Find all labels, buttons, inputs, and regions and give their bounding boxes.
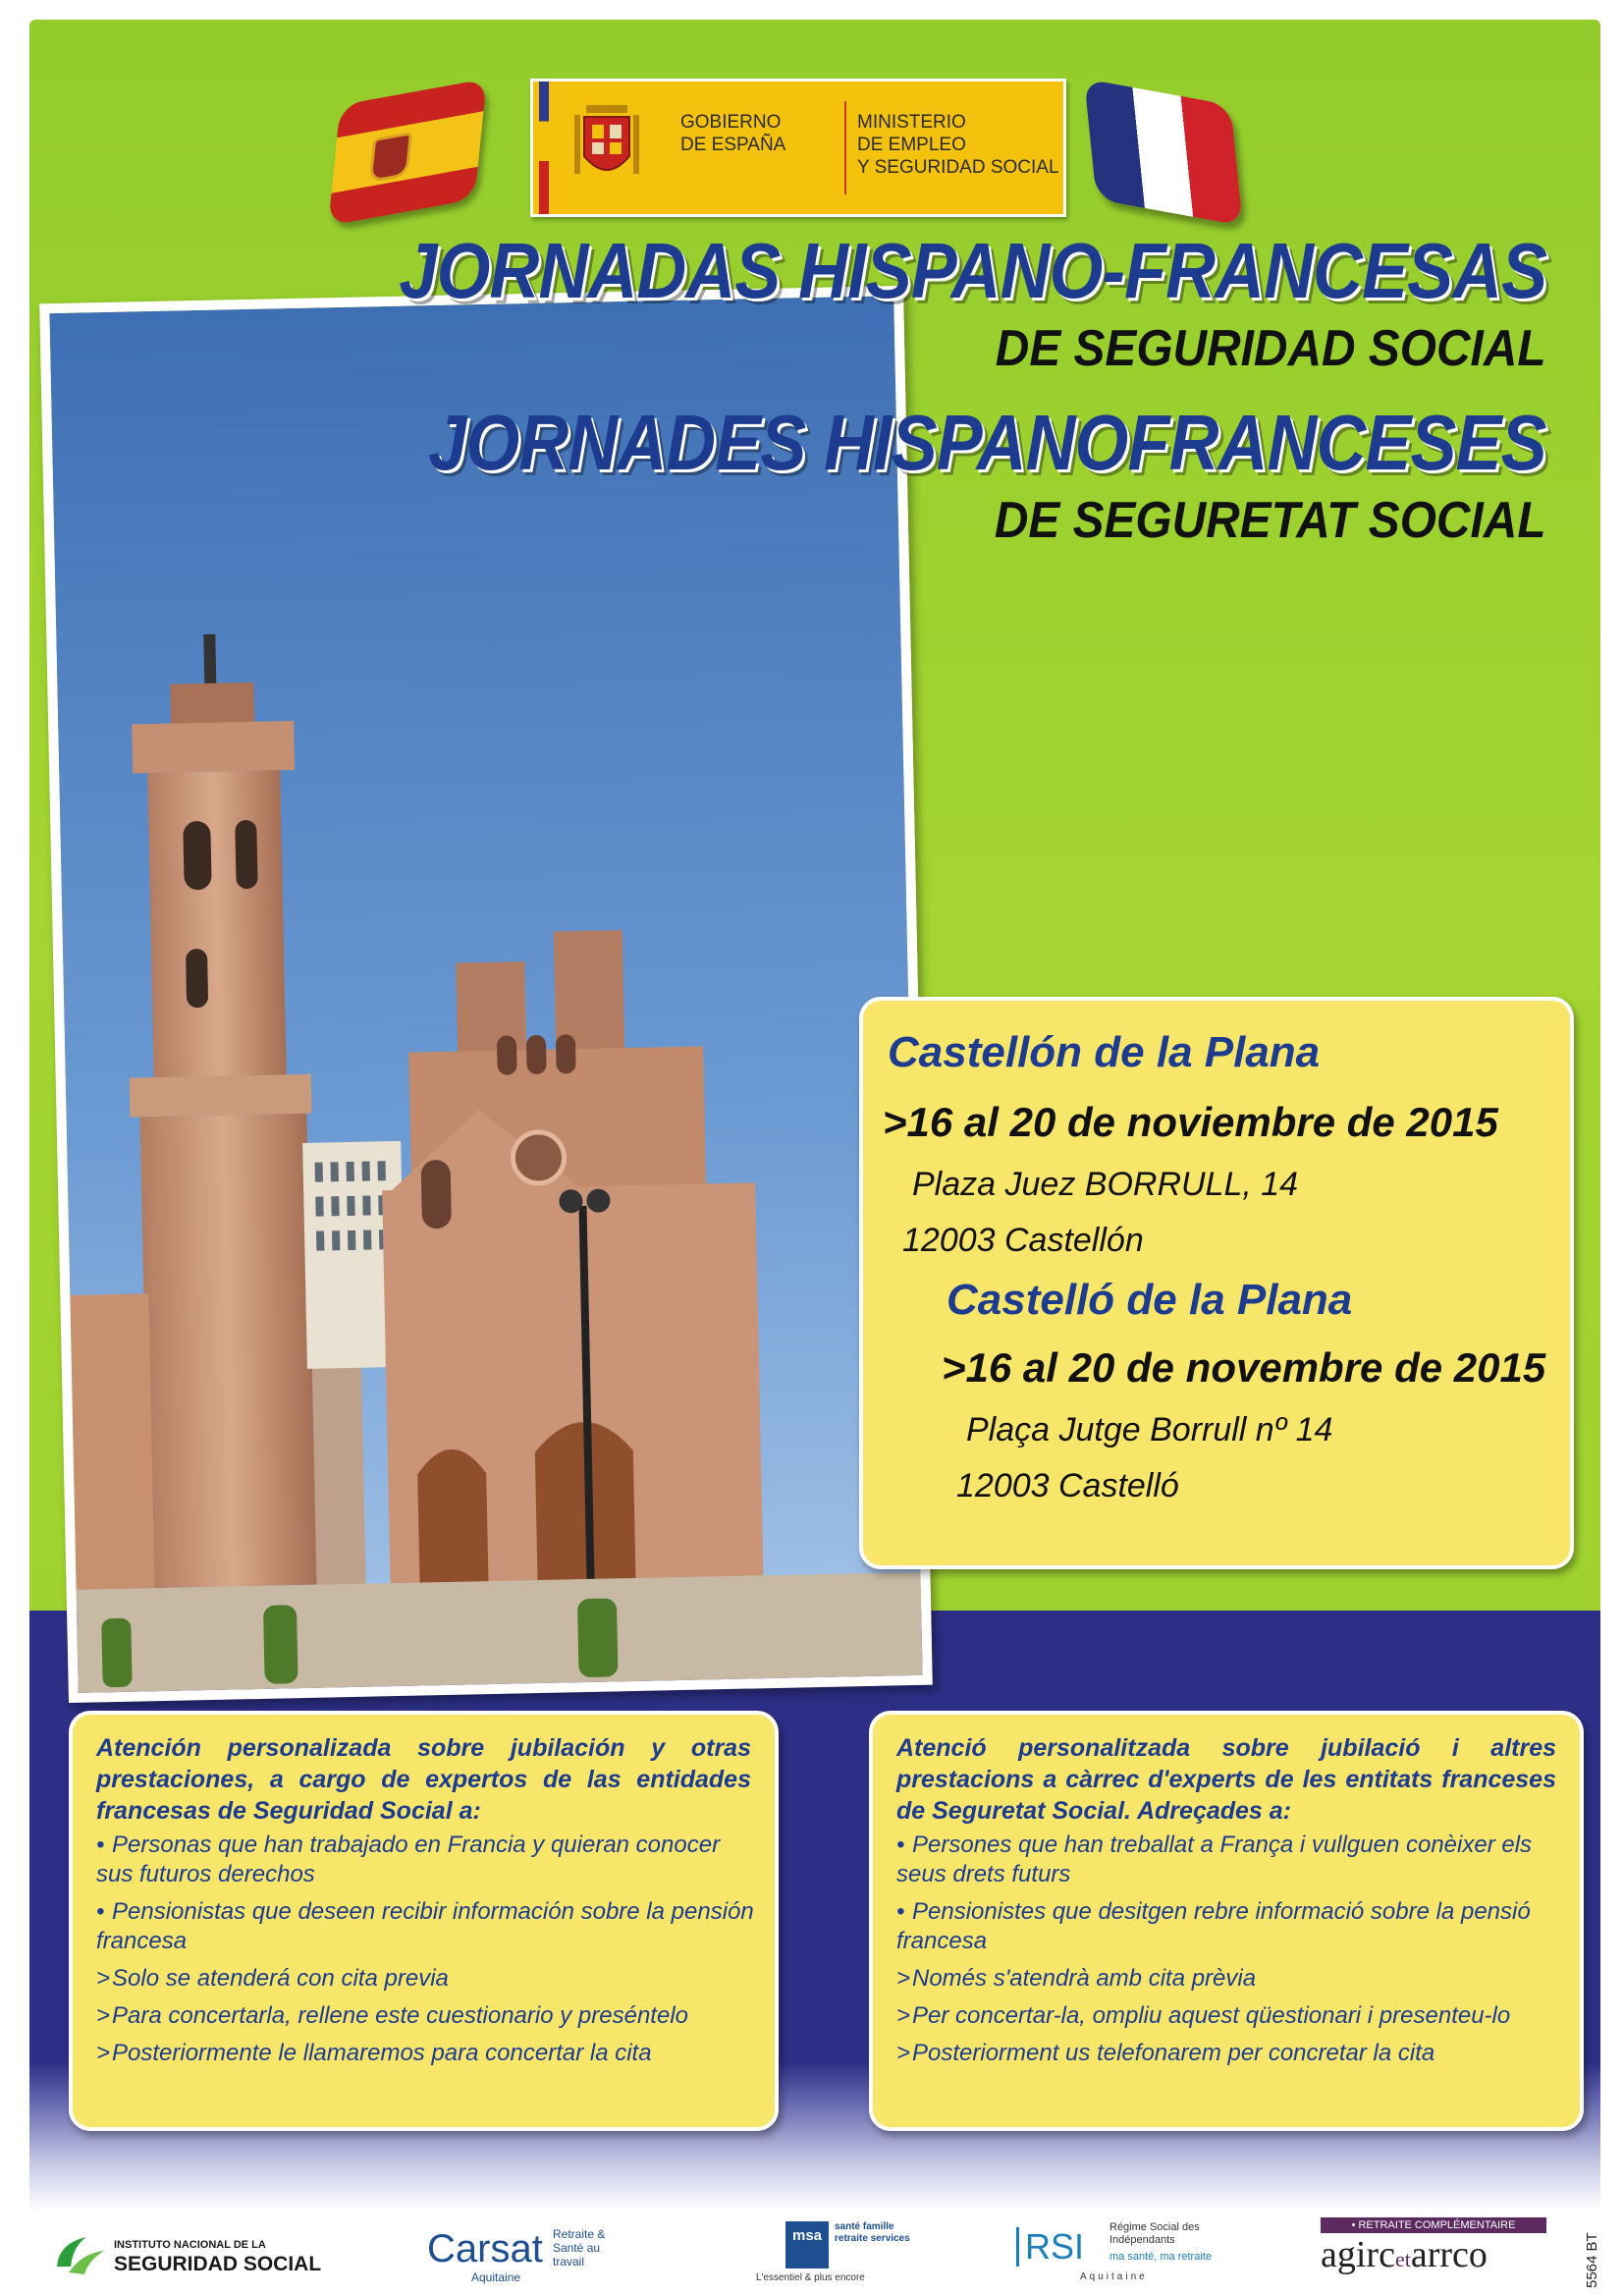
inss-line1: INSTITUTO NACIONAL DE LA [114,2239,266,2251]
venue-date-es: >16 al 20 de noviembre de 2015 [883,1099,1498,1145]
list-item: >Posteriormente le llamaremos para concertar la cita [96,2040,652,2066]
title-ca: JORNADES HISPANOFRANCESES [428,399,1546,486]
gobierno-logo [530,79,1066,217]
rsi-slogan: ma santé, ma retraite [1109,2251,1212,2263]
msa-tag: santé famille retraite services [835,2221,910,2244]
title-es: JORNADAS HISPANO-FRANCESAS [399,227,1546,314]
agirc-banner: • RETRAITE COMPLÉMENTAIRE [1321,2217,1546,2233]
info-intro-ca: Atenció personalitzada sobre jubilació i altres prestacions a càrrec d'experts de les entitats franceses de Seguretat Social. Adreçades a: [896,1734,1556,1825]
list-item: >Per concertar-la, ompliu aquest qüestionari i presenteu-lo [896,2002,1511,2029]
info-list-ca [873,1831,1580,2068]
agirc-text: agirc [1321,2234,1395,2275]
castellon-photo [39,286,933,1703]
spain-flag-icon [328,79,487,226]
inss-logo [49,2217,344,2288]
rsi-name: RSI [1016,2227,1084,2267]
list-item: >Posteriorment us telefonarem per concretar la cita [896,2040,1435,2066]
venue-date-ca: >16 al 20 de novembre de 2015 [942,1344,1546,1391]
gobierno-text: GOBIERNO DE ESPAÑA [680,112,786,155]
info-box-ca [869,1711,1584,2131]
venue-postcode-es: 12003 Castellón [902,1222,1144,1259]
venue-box [859,997,1574,1569]
list-item: >Només s'atendrà amb cita prèvia [896,1965,1257,1992]
carsat-logo [427,2217,633,2288]
inss-line2: SEGURIDAD SOCIAL [114,2253,322,2275]
carsat-name: Carsat [427,2227,543,2270]
list-item: • Persones que han treballat a França i vullguen conèixer els seus drets futurs [896,1831,1533,1887]
print-code: 5564 BT [1584,2232,1600,2288]
list-item: >Solo se atenderá con cita previa [96,1965,449,1992]
msa-name: msa [785,2221,829,2269]
carsat-tag: Retraite & Santé au travail [553,2227,606,2269]
info-box-es [69,1711,779,2131]
venue-address-es: Plaza Juez BORRULL, 14 [912,1166,1299,1203]
ministerio-text: MINISTERIO DE EMPLEO Y SEGURIDAD SOCIAL [857,112,1059,178]
arrco-text: arrco [1410,2234,1488,2275]
list-item: >Para concertarla, rellene este cuestionario y preséntelo [96,2002,688,2029]
subtitle-es: DE SEGURIDAD SOCIAL [996,320,1546,377]
france-flag-icon [1084,79,1243,226]
subtitle-ca: DE SEGURETAT SOCIAL [995,492,1546,549]
coat-of-arms-icon [572,95,641,193]
rsi-logo [1016,2217,1242,2288]
rsi-tag: Régime Social des Indépendants [1109,2221,1200,2246]
list-item: • Pensionistas que deseen recibir información sobre la pensión francesa [96,1898,754,1954]
eu-stripe [539,82,549,214]
info-list-es [73,1831,775,2068]
list-item: • Personas que han trabajado en Francia y quieran conocer sus futuros derechos [96,1831,721,1887]
venue-city-ca: Castelló de la Plana [947,1276,1353,1324]
poster [29,20,1600,2210]
venue-postcode-ca: 12003 Castelló [956,1467,1179,1504]
agirc-et: et [1394,2247,1411,2271]
info-intro-es: Atención personalizada sobre jubilación y otras prestaciones, a cargo de expertos de las entidades francesas de Seguridad Social a: [96,1734,751,1825]
msa-slogan: L'essentiel & plus encore [756,2272,865,2283]
rsi-region: Aquitaine [1080,2271,1148,2282]
venue-address-ca: Plaça Jutge Borrull nº 14 [966,1411,1333,1449]
inss-swoosh-icon [49,2223,108,2282]
agirc-arrco-logo [1321,2217,1546,2288]
venue-city-es: Castellón de la Plana [888,1028,1321,1076]
list-item: • Pensionistes que desitgen rebre informació sobre la pensió francesa [896,1898,1531,1954]
carsat-region: Aquitaine [471,2270,521,2284]
msa-logo [746,2217,923,2288]
